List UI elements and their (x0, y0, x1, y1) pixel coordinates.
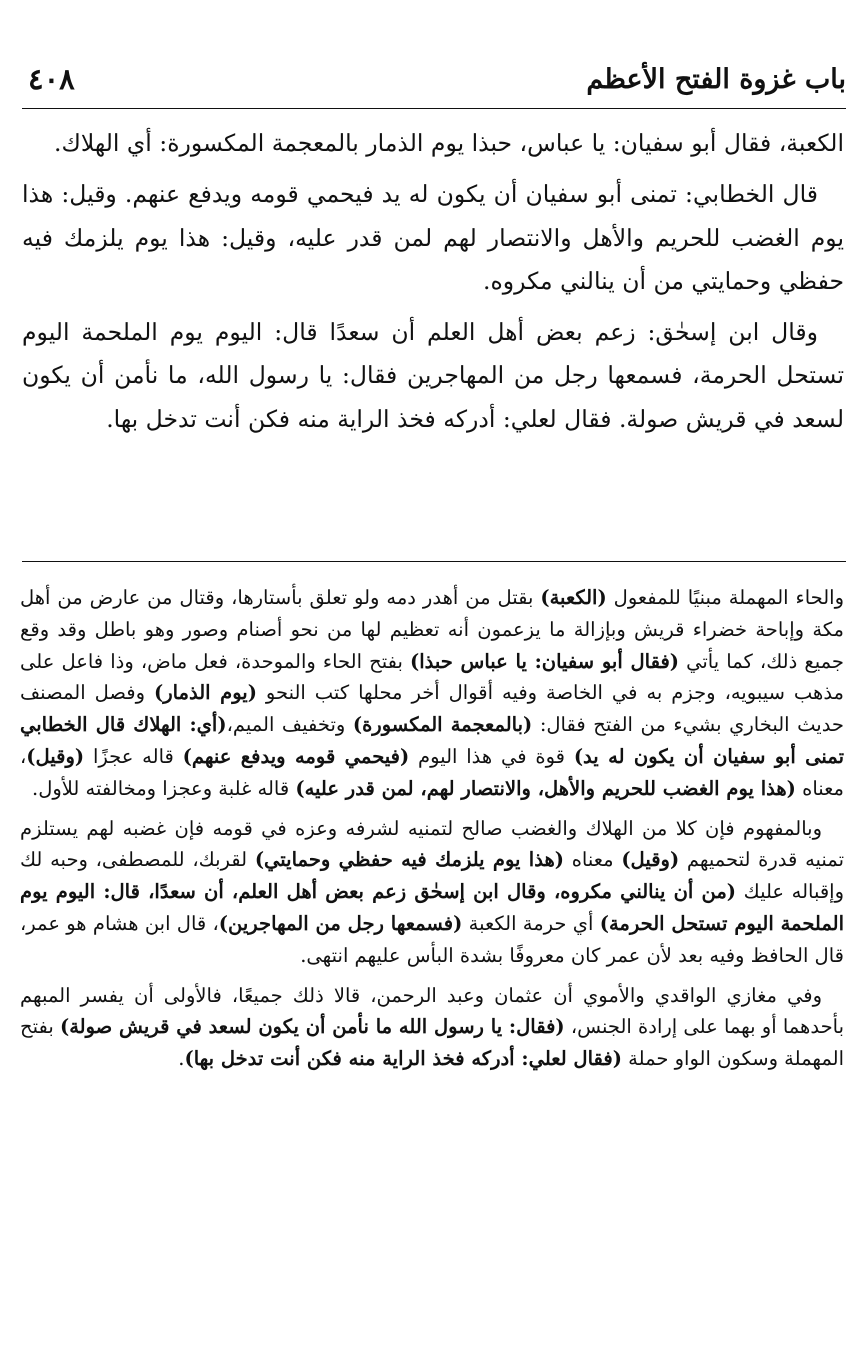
fn-text: قاله غلبة وعجزا ومخالفته للأول. (32, 776, 296, 800)
fn-quote: (وقيل) (621, 848, 680, 872)
fn-text: بفتح الحاء والموحدة، فعل ماض، وذا فاعل على مذهب سيبويه، وجزم به في الخاصة وفيه أقوال أخر محلها كتب النحو (20, 649, 844, 705)
fn-text: وتخفيف الميم، (226, 713, 353, 737)
fn-quote: (أي: الهلاك قال الخطابي تمنى أبو سفيان أن يكون له يد) (20, 713, 844, 768)
chapter-title: باب غزوة الفتح الأعظم (586, 64, 846, 95)
fn-text: قاله عجزًا (84, 744, 183, 768)
main-paragraph: قال الخطابي: تمنى أبو سفيان أن يكون له يد فيحمي قومه ويدفع عنهم. وقيل: هذا يوم الغضب للحريم والأهل والانتصار لهم لمن قدر عليه، وقيل: هذا يوم يلزمك فيه حفظي وحمايتي من أن ينالني مكروه. (22, 180, 844, 295)
fn-quote: (فقال: يا رسول الله ما نأمن أن يكون لسعد في قريش صولة) (59, 1015, 565, 1039)
fn-text: وبالمفهوم فإن كلا من الهلاك والغضب صالح لتمنيه لشرفه وعزه في قومه فإن غضبه لهم يستلزم تمنيه قدرة لتحميهم (20, 816, 845, 872)
fn-text: ، قال ابن هشام هو عمر، قال الحافظ وفيه بعد لأن عمر كان معروفًا بشدة البأس عليهم انتهى. (20, 911, 844, 967)
fn-text: ، معناه (20, 744, 844, 800)
footnote-paragraph (20, 813, 844, 972)
fn-text: والحاء المهملة مبنيًا للمفعول (606, 586, 845, 609)
main-paragraph: وقال ابن إسحٰق: زعم بعض أهل العلم أن سعدًا قال: اليوم يوم الملحمة اليوم تستحل الحرمة، فسمعها رجل من المهاجرين فقال: يا رسول الله، ما نأمن أن يكون لسعد في قريش صولة. فقال لعلي: أدركه فخذ الراية منه فكن أنت تدخل بها. (22, 318, 844, 433)
fn-text: بفتح المهملة وسكون الواو حملة (20, 1015, 844, 1071)
footnote-paragraph (20, 582, 844, 805)
fn-quote: (يوم الذمار) (153, 681, 257, 705)
fn-quote: (فيحمي قومه ويدفع عنهم) (182, 744, 410, 768)
fn-quote: (هذا يوم الغضب للحريم والأهل، والانتصار لهم، لمن قدر عليه) (295, 776, 796, 800)
fn-quote: (وقيل) (26, 744, 85, 768)
fn-quote: (فقال لعلي: أدركه فخذ الراية منه فكن أنت تدخل بها) (184, 1047, 622, 1071)
fn-text: أي حرمة الكعبة (462, 911, 600, 935)
fn-quote: (فسمعها رجل من المهاجرين) (218, 911, 463, 935)
main-paragraph: الكعبة، فقال أبو سفيان: يا عباس، حبذا يوم الذمار بالمعجمة المكسورة: أي الهلاك. (54, 129, 844, 157)
fn-quote: (فقال أبو سفيان: يا عباس حبذا) (410, 649, 679, 673)
running-header (22, 58, 846, 108)
fn-text: بقتل من أهدر دمه ولو تعلق بأستارها، وقتال من عارض من أهل مكة وإباحة خضراء قريش وبإزالة ما يزعمون أنه تعظيم لها من نحو أصنام وصور وهو باطل وقد وقع جميع ذلك، كما يأتي (20, 586, 844, 673)
fn-quote: (من أن ينالني مكروه، وقال ابن إسحٰق زعم بعض أهل العلم، أن سعدًا، قال: اليوم يوم الملحمة اليوم تستحل الحرمة) (20, 880, 844, 935)
fn-quote: (بالمعجمة المكسورة) (352, 713, 533, 737)
fn-text: معناه (563, 848, 622, 872)
fn-text: وفي مغازي الواقدي والأموي أن عثمان وعبد الرحمن، قالا ذلك جميعًا، فالأولى أن يفسر المبهم بأحدهما أو بهما على إرادة الجنس، (20, 983, 844, 1039)
fn-quote: (هذا يوم يلزمك فيه حفظي وحمايتي) (254, 848, 564, 872)
fn-text: لقربك، للمصطفى، وحبه لك وإقباله عليك (20, 848, 845, 904)
footnote-paragraph (20, 980, 844, 1075)
fn-quote: (الكعبة) (540, 586, 607, 609)
fn-text: قوة في هذا اليوم (409, 744, 574, 768)
commentary-footnotes (20, 582, 844, 1083)
fn-text: وفصل المصنف حديث البخاري بشيء من الفتح فقال: (20, 681, 844, 737)
fn-text: . (178, 1047, 185, 1071)
footnote-divider (22, 561, 846, 562)
header-divider (22, 108, 846, 109)
page-number: ٤٠٨ (28, 62, 75, 96)
main-text (22, 122, 844, 449)
